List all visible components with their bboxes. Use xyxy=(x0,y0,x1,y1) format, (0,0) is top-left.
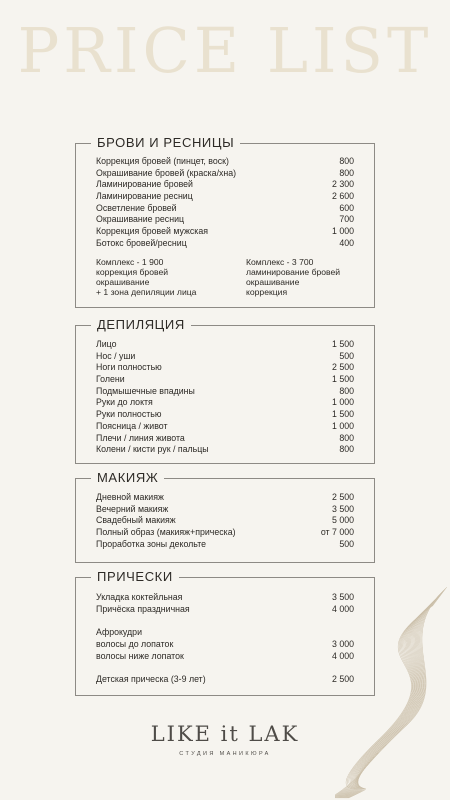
price-row xyxy=(96,409,354,421)
price-row xyxy=(96,444,354,456)
combo-line: ламинирование бровей xyxy=(246,267,341,277)
section-title-depilation: ДЕПИЛЯЦИЯ xyxy=(91,316,191,334)
studio-logo-subtitle: СТУДИЯ МАНИКЮРА xyxy=(179,751,271,757)
service-name: Коррекция бровей (пинцет, воск) xyxy=(96,156,229,166)
service-name: Голени xyxy=(96,374,125,385)
service-price: 4 000 xyxy=(331,650,354,661)
price-row xyxy=(96,191,354,203)
service-name: Лицо xyxy=(96,339,117,349)
service-price: 2 500 xyxy=(331,362,354,373)
afro-curls-label: Афрокудри xyxy=(96,627,142,637)
price-row xyxy=(96,386,354,398)
service-name: Укладка коктейльная xyxy=(96,592,183,602)
service-price: 400 xyxy=(339,237,354,248)
makeup-price-list xyxy=(96,492,354,550)
studio-logo: LIKE it LAK xyxy=(150,722,300,746)
price-row xyxy=(96,214,354,226)
price-row xyxy=(96,339,354,351)
service-price: 600 xyxy=(339,202,354,213)
service-price: 2 500 xyxy=(331,674,354,684)
service-price: 1 000 xyxy=(331,226,354,237)
section-brows-lashes xyxy=(75,135,375,308)
price-row xyxy=(96,362,354,374)
price-row xyxy=(96,433,354,445)
service-name: Колени / кисти рук / пальцы xyxy=(96,444,209,455)
service-name: волосы до лопаток xyxy=(96,639,174,649)
service-price: 1 000 xyxy=(331,420,354,431)
combo-line: + 1 зона депиляции лица xyxy=(96,287,197,297)
service-name: Руки до локтя xyxy=(96,397,153,408)
price-row xyxy=(96,639,354,651)
service-name: Дневной макияж xyxy=(96,492,164,502)
service-name: Окрашивание ресниц xyxy=(96,214,185,225)
service-name: Полный образ (макияж+прическа) xyxy=(96,527,236,538)
price-row xyxy=(96,156,354,168)
service-name: Ламинирование бровей xyxy=(96,179,193,190)
service-name: Ботокс бровей/ресниц xyxy=(96,237,187,248)
service-price: 1 500 xyxy=(331,409,354,420)
service-price: 800 xyxy=(339,156,354,166)
price-row xyxy=(96,351,354,363)
combo-line: окрашивание xyxy=(246,277,300,287)
service-price: 4 000 xyxy=(331,603,354,614)
price-row xyxy=(96,674,354,686)
section-title-brows: БРОВИ И РЕСНИЦЫ xyxy=(91,134,240,152)
service-price: 500 xyxy=(339,538,354,549)
service-price: 2 300 xyxy=(331,179,354,190)
combo-line: Комплекс - 1 900 xyxy=(96,257,164,267)
service-price: 3 500 xyxy=(331,592,354,602)
service-name: Проработка зоны декольте xyxy=(96,538,207,549)
service-name: Плечи / линия живота xyxy=(96,432,185,443)
section-title-makeup: МАКИЯЖ xyxy=(91,469,164,487)
price-row xyxy=(96,397,354,409)
service-price: 800 xyxy=(339,444,354,455)
depilation-price-list xyxy=(96,339,354,456)
section-hairstyles xyxy=(75,569,375,696)
service-price: 1 500 xyxy=(331,339,354,349)
service-price: 500 xyxy=(339,350,354,361)
price-row xyxy=(96,504,354,516)
combo-line: Комплекс - 3 700 xyxy=(246,257,314,267)
service-name: Свадебный макияж xyxy=(96,515,176,526)
hair-price-list-top xyxy=(96,592,354,615)
service-price: 700 xyxy=(339,214,354,225)
service-name: Осветление бровей xyxy=(96,202,177,213)
price-row xyxy=(96,238,354,250)
service-name: Окрашивание бровей (краска/хна) xyxy=(96,167,237,178)
service-name: Ноги полностью xyxy=(96,362,162,373)
service-name: Подмышечные впадины xyxy=(96,385,195,396)
price-list-watermark: PRICE LIST xyxy=(17,14,433,87)
price-row xyxy=(96,604,354,616)
price-row xyxy=(96,203,354,215)
section-makeup xyxy=(75,470,375,563)
service-name: Нос / уши xyxy=(96,350,136,361)
service-name: Причёска праздничная xyxy=(96,603,190,614)
service-price: 5 000 xyxy=(331,515,354,526)
combo-left xyxy=(96,257,196,297)
service-price: 1 500 xyxy=(331,374,354,385)
service-name: Ламинирование ресниц xyxy=(96,191,193,202)
brows-price-list xyxy=(96,156,354,250)
price-row xyxy=(96,515,354,527)
service-name: Поясница / живот xyxy=(96,420,168,431)
service-price: 2 500 xyxy=(331,492,354,502)
price-row xyxy=(96,527,354,539)
service-name: волосы ниже лопаток xyxy=(96,650,184,661)
combo-line: окрашивание xyxy=(96,277,150,287)
price-row xyxy=(96,421,354,433)
price-row xyxy=(96,651,354,663)
hair-price-list-afro xyxy=(96,639,354,662)
service-price: 3 000 xyxy=(331,639,354,649)
price-row xyxy=(96,179,354,191)
combo-line: коррекция xyxy=(246,287,288,297)
section-depilation xyxy=(75,317,375,464)
price-row xyxy=(96,374,354,386)
price-row xyxy=(96,592,354,604)
price-row xyxy=(96,492,354,504)
service-price: 800 xyxy=(339,385,354,396)
service-price: от 7 000 xyxy=(320,527,354,538)
price-row xyxy=(96,168,354,180)
service-price: 3 500 xyxy=(331,503,354,514)
section-title-hairstyles: ПРИЧЕСКИ xyxy=(91,568,179,586)
service-name: Руки полностью xyxy=(96,409,162,420)
hair-price-list-kids xyxy=(96,674,354,686)
combo-line: коррекция бровей xyxy=(96,267,169,277)
service-price: 1 000 xyxy=(331,397,354,408)
combo-right xyxy=(246,257,340,297)
service-name: Детская прическа (3-9 лет) xyxy=(96,674,206,684)
price-row xyxy=(96,226,354,238)
service-price: 800 xyxy=(339,167,354,178)
price-row xyxy=(96,539,354,551)
service-price: 800 xyxy=(339,432,354,443)
service-price: 2 600 xyxy=(331,191,354,202)
service-name: Коррекция бровей мужская xyxy=(96,226,208,237)
service-name: Вечерний макияж xyxy=(96,503,169,514)
